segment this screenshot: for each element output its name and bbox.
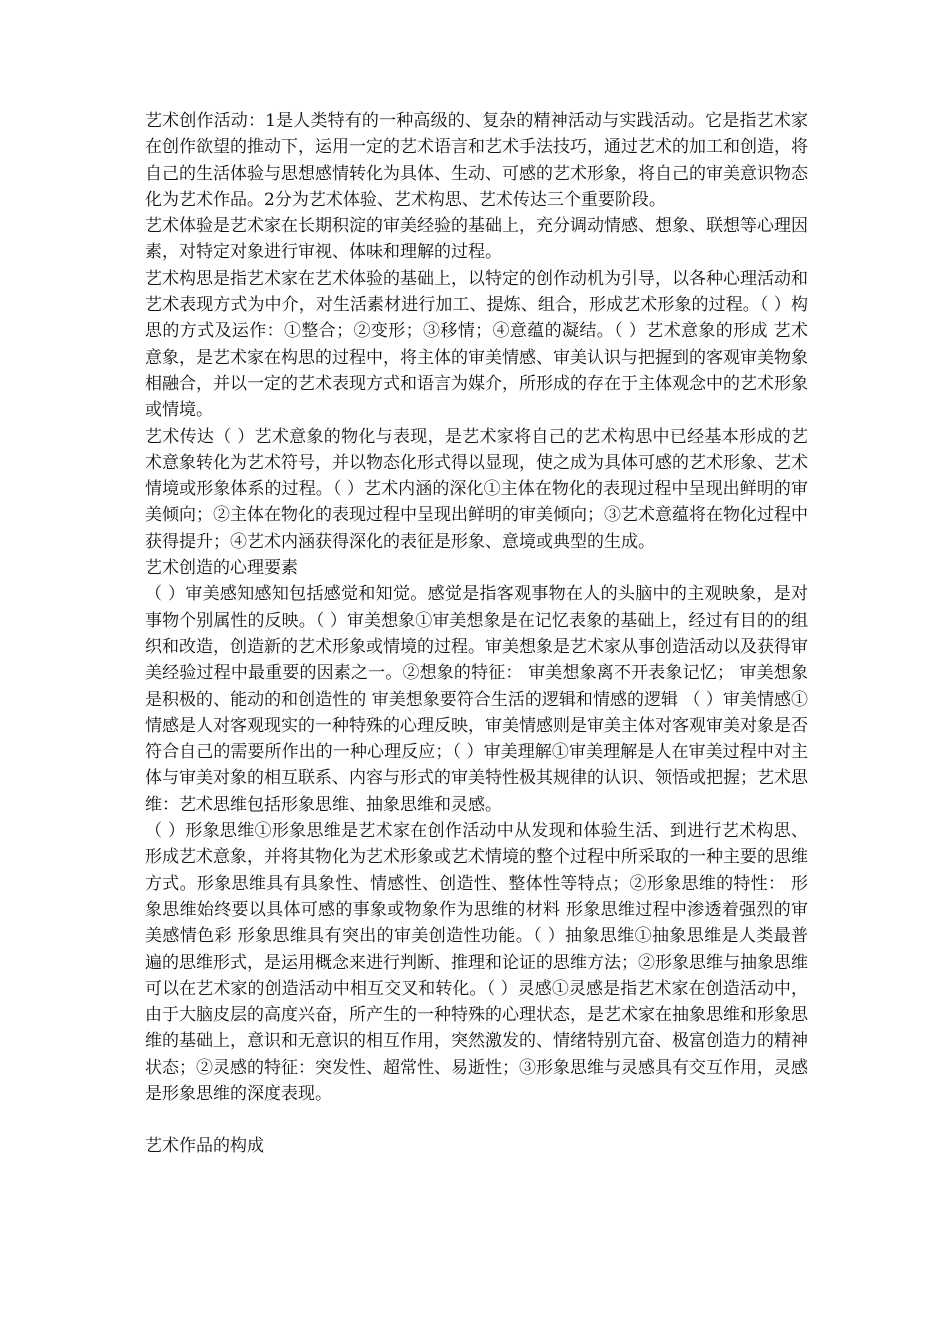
section-heading-psychological-elements: 艺术创造的心理要素 bbox=[145, 558, 298, 579]
paragraph-image-thinking: （ ）形象思维①形象思维是艺术家在创作活动中从发现和体验生活、到进行艺术构思、形成艺术意象，并将其物化为艺术形象或艺术情境的整个过程中所采取的一种主要的思维方式。形象思维具有具象性、情感性、创造性、整体性等特点；②形象思维的特性： 形象思维始终要以具体可感的事象或物象作为思维的材料 形象思维过程中渗透着强烈的审美感情色彩 形象思维具有突出的审美创造性功能。（ ）抽象思维①抽象思维是人类最普遍的思维形式，是运用概念来进行判断、推理和论证的思维方法；②形象思维与抽象思维可以在艺术家的创造活动中相互交叉和转化。（ ）灵感①灵感是指艺术家在创造活动中，由于大脑皮层的高度兴奋，所产生的一种特殊的心理状态，是艺术家在抽象思维和形象思维的基础上，意识和无意识的相互作用，突然激发的、情绪特别亢奋、极富创造力的精神状态；②灵感的特征：突发性、超常性、易逝性；③形象思维与灵感具有交互作用，灵感是形象思维的深度表现。 bbox=[145, 821, 808, 1104]
section-heading-artwork-composition: 艺术作品的构成 bbox=[145, 1136, 264, 1157]
paragraph-creation-activity: 艺术创作活动：1是人类特有的一种高级的、复杂的精神活动与实践活动。它是指艺术家在创作欲望的推动下，运用一定的艺术语言和艺术手法技巧，通过艺术的加工和创造，将自己的生活体验与思想感情转化为具体、生动、可感的艺术形象，将自己的审美意识物态化为艺术作品。2分为艺术体验、艺术构思、艺术传达三个重要阶段。 bbox=[145, 111, 808, 210]
paragraph-art-communication: 艺术传达（ ）艺术意象的物化与表现，是艺术家将自己的艺术构思中已经基本形成的艺术意象转化为艺术符号，并以物态化形式得以显现，使之成为具体可感的艺术形象、艺术情境或形象体系的过程。（ ）艺术内涵的深化①主体在物化的表现过程中呈现出鲜明的审美倾向；②主体在物化的表现过程中呈现出鲜明的审美倾向；③艺术意蕴将在物化过程中获得提升；④艺术内涵获得深化的表征是形象、意境或典型的生成。 bbox=[145, 426, 808, 552]
paragraph-aesthetic-perception: （ ）审美感知感知包括感觉和知觉。感觉是指客观事物在人的头脑中的主观映象，是对事物个别属性的反映。（ ）审美想象①审美想象是在记忆表象的基础上，经过有目的的组织和改造，创造新的艺术形象或情境的过程。审美想象是艺术家从事创造活动以及获得审美经验过程中最重要的因素之一。②想象的特征： 审美想象离不开表象记忆； 审美想象是积极的、能动的和创造性的 审美想象要符合生活的逻辑和情感的逻辑 （ ）审美情感①情感是人对客观现实的一种特殊的心理反映，审美情感则是审美主体对客观审美对象是否符合自己的需要所作出的一种心理反应；（ ）审美理解①审美理解是人在审美过程中对主体与审美对象的相互联系、内容与形式的审美特性极其规律的认识、领悟或把握；艺术思维：艺术思维包括形象思维、抽象思维和灵感。 bbox=[145, 584, 808, 815]
blank-line bbox=[145, 1107, 808, 1133]
paragraph-art-experience: 艺术体验是艺术家在长期积淀的审美经验的基础上，充分调动情感、想象、联想等心理因素，对特定对象进行审视、体味和理解的过程。 bbox=[145, 216, 808, 263]
document-body bbox=[145, 108, 808, 1160]
paragraph-art-conception: 艺术构思是指艺术家在艺术体验的基础上，以特定的创作动机为引导，以各种心理活动和艺术表现方式为中介，对生活素材进行加工、提炼、组合，形成艺术形象的过程。（ ）构思的方式及运作：①整合；②变形；③移情；④意蕴的凝结。（ ）艺术意象的形成 艺术意象，是艺术家在构思的过程中，将主体的审美情感、审美认识与把握到的客观审美物象相融合，并以一定的艺术表现方式和语言为媒介，所形成的存在于主体观念中的艺术形象或情境。 bbox=[145, 268, 808, 421]
